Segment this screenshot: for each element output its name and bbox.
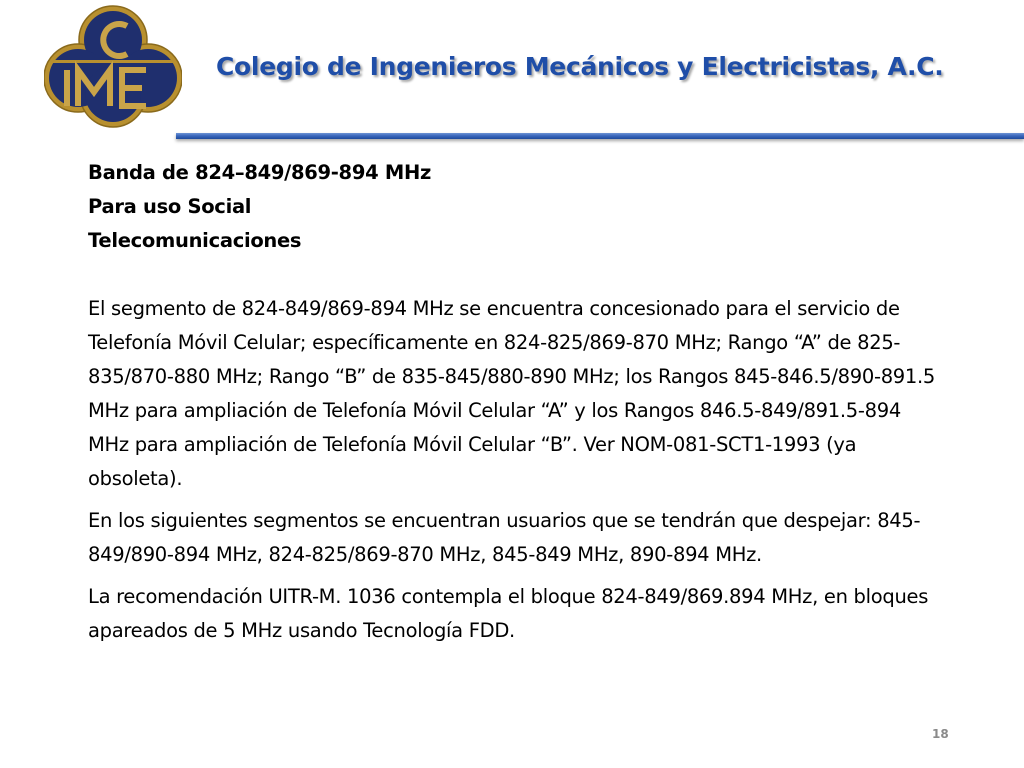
page-number: 18 [932,727,949,741]
slide-body [88,156,938,656]
heading-band-range: Banda de 824–849/869-894 MHz [88,161,432,184]
band-heading [88,156,938,258]
paragraph-segment-concession: El segmento de 824-849/869-894 MHz se encuentra concesionado para el servicio de Telefonía Móvil Celular; específicamente en 824-825/869-870 MHz; Rango “A” de 825-835/870-880 MHz; Rango “B” de 835-845/880-890 MHz; los Rangos 845-846.5/890-891.5 MHz para ampliación de Telefonía Móvil Celular “A” y los Rangos 846.5-849/891.5-894 MHz para ampliación de Telefonía Móvil Celular “B”. Ver NOM-081-SCT1-1993 (ya obsoleta). [88,297,936,490]
heading-use: Para uso Social [88,195,252,218]
cime-logo [44,4,182,128]
paragraph-users-to-clear: En los siguientes segmentos se encuentran usuarios que se tendrán que despejar: 845-849/890-894 MHz, 824-825/869-870 MHz, 845-849 MHz, 890-894 MHz. [88,509,921,566]
heading-category: Telecomunicaciones [88,229,302,252]
header-divider [176,133,1024,139]
paragraph-itu-recommendation: La recomendación UITR-M. 1036 contempla el bloque 824-849/869.894 MHz, en bloques apareados de 5 MHz usando Tecnología FDD. [88,585,929,642]
organization-title: Colegio de Ingenieros Mecánicos y Electricistas, A.C. [216,52,944,81]
